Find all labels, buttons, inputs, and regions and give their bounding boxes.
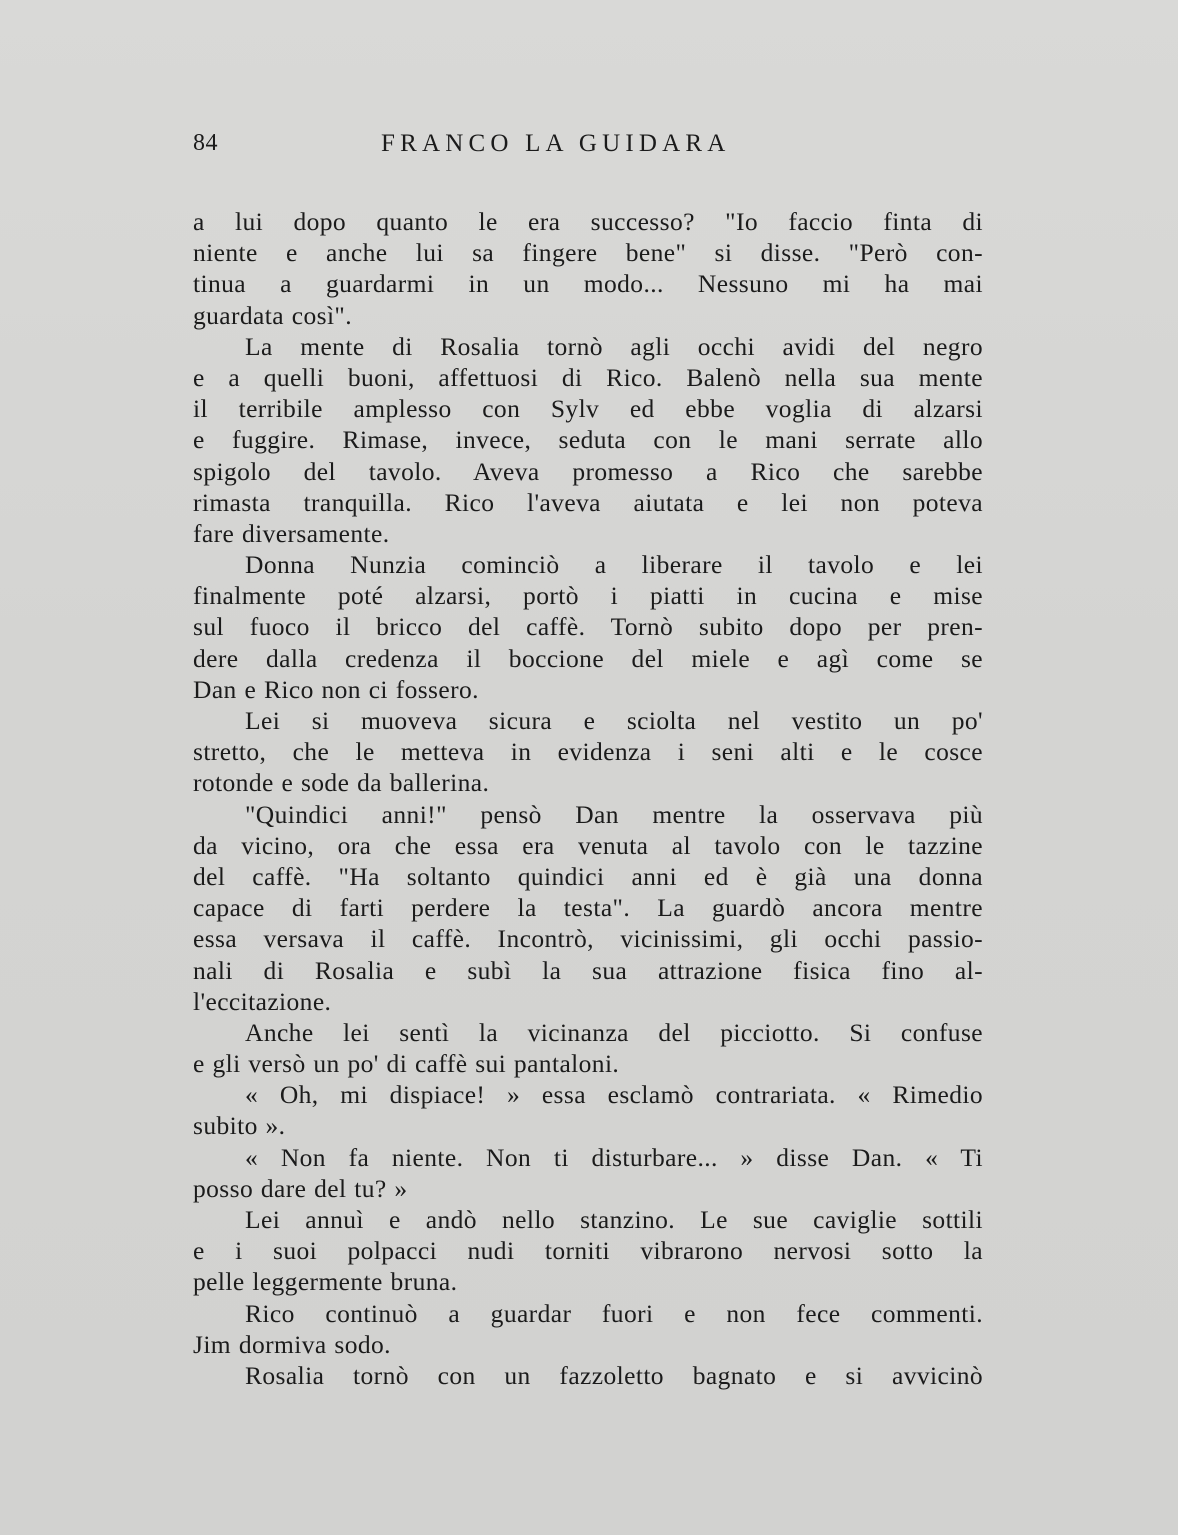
text-line: finalmente poté alzarsi, portò i piatti in cucina e mise <box>193 581 983 611</box>
page-number: 84 <box>193 130 218 156</box>
text-line: il terribile amplesso con Sylv ed ebbe voglia di alzarsi <box>193 394 983 424</box>
text-line: del caffè. "Ha soltanto quindici anni ed è già una donna <box>193 861 983 891</box>
text-line: e gli versò un po' di caffè sui pantaloni. <box>193 1049 620 1079</box>
text-line: tinua a guardarmi in un modo... Nessuno mi ha mai <box>193 269 983 299</box>
text-line: pelle leggermente bruna. <box>193 1267 458 1297</box>
paragraph <box>193 549 983 705</box>
paragraph <box>193 1142 983 1204</box>
text-line: stretto, che le metteva in evidenza i seni alti e le cosce <box>193 737 983 767</box>
running-title: FRANCO LA GUIDARA <box>381 130 731 157</box>
text-line: Anche lei sentì la vicinanza del picciotto. Si confuse <box>245 1017 983 1047</box>
text-line: a lui dopo quanto le era successo? "Io faccio finta di <box>193 207 983 236</box>
text-line: spigolo del tavolo. Aveva promesso a Rico che sarebbe <box>193 456 983 486</box>
text-line: capace di farti perdere la testa". La guardò ancora mentre <box>193 893 983 923</box>
text-line: e a quelli buoni, affettuosi di Rico. Balenò nella sua mente <box>193 362 983 392</box>
paragraph <box>193 1204 983 1298</box>
text-line: Rico continuò a guardar fuori e non fece commenti. <box>245 1298 983 1328</box>
text-line: "Quindici anni!" pensò Dan mentre la osservava più <box>245 799 983 829</box>
text-line: nali di Rosalia e subì la sua attrazione fisica fino al- <box>193 955 983 985</box>
paragraph <box>193 705 983 799</box>
text-line: e fuggire. Rimase, invece, seduta con le mani serrate allo <box>193 425 983 455</box>
paragraph <box>193 1360 983 1391</box>
paragraph <box>193 1017 983 1079</box>
text-line: sul fuoco il bricco del caffè. Tornò subito dopo per pren- <box>193 612 983 642</box>
paragraph <box>193 331 983 549</box>
text-line: fare diversamente. <box>193 518 390 548</box>
text-line: niente e anche lui sa fingere bene" si disse. "Però con- <box>193 238 983 268</box>
text-line: l'eccitazione. <box>193 986 332 1016</box>
text-line: dere dalla credenza il boccione del miele e agì come se <box>193 643 983 673</box>
text-line: e i suoi polpacci nudi torniti vibrarono nervosi sotto la <box>193 1236 983 1266</box>
text-line: Donna Nunzia cominciò a liberare il tavolo e lei <box>245 550 983 580</box>
paragraph <box>193 1298 983 1360</box>
text-line: Lei annuì e andò nello stanzino. Le sue caviglie sottili <box>245 1205 983 1234</box>
body-text <box>193 206 983 1391</box>
text-line: da vicino, ora che essa era venuta al tavolo con le tazzine <box>193 830 983 860</box>
text-line: rotonde e sode da ballerina. <box>193 768 490 798</box>
text-line: Jim dormiva sodo. <box>193 1329 391 1359</box>
text-line: Lei si muoveva sicura e sciolta nel vestito un po' <box>245 706 983 735</box>
text-line: essa versava il caffè. Incontrò, vicinissimi, gli occhi passio- <box>193 924 983 954</box>
paragraph <box>193 1079 983 1141</box>
text-line: posso dare del tu? » <box>193 1173 408 1203</box>
text-line: « Oh, mi dispiace! » essa esclamò contrariata. « Rimedio <box>245 1080 983 1110</box>
text-line: subito ». <box>193 1111 286 1141</box>
text-line: guardata così". <box>193 300 353 330</box>
text-line: Rosalia tornò con un fazzoletto bagnato e si avvicinò <box>245 1360 983 1390</box>
text-line: rimasta tranquilla. Rico l'aveva aiutata e lei non poteva <box>193 487 983 517</box>
paragraph <box>193 206 983 331</box>
paragraph <box>193 799 983 1017</box>
text-line: « Non fa niente. Non ti disturbare... » disse Dan. « Ti <box>245 1142 983 1172</box>
page-header <box>193 130 983 164</box>
text-line: La mente di Rosalia tornò agli occhi avidi del negro <box>245 331 983 361</box>
text-line: Dan e Rico non ci fossero. <box>193 674 479 704</box>
